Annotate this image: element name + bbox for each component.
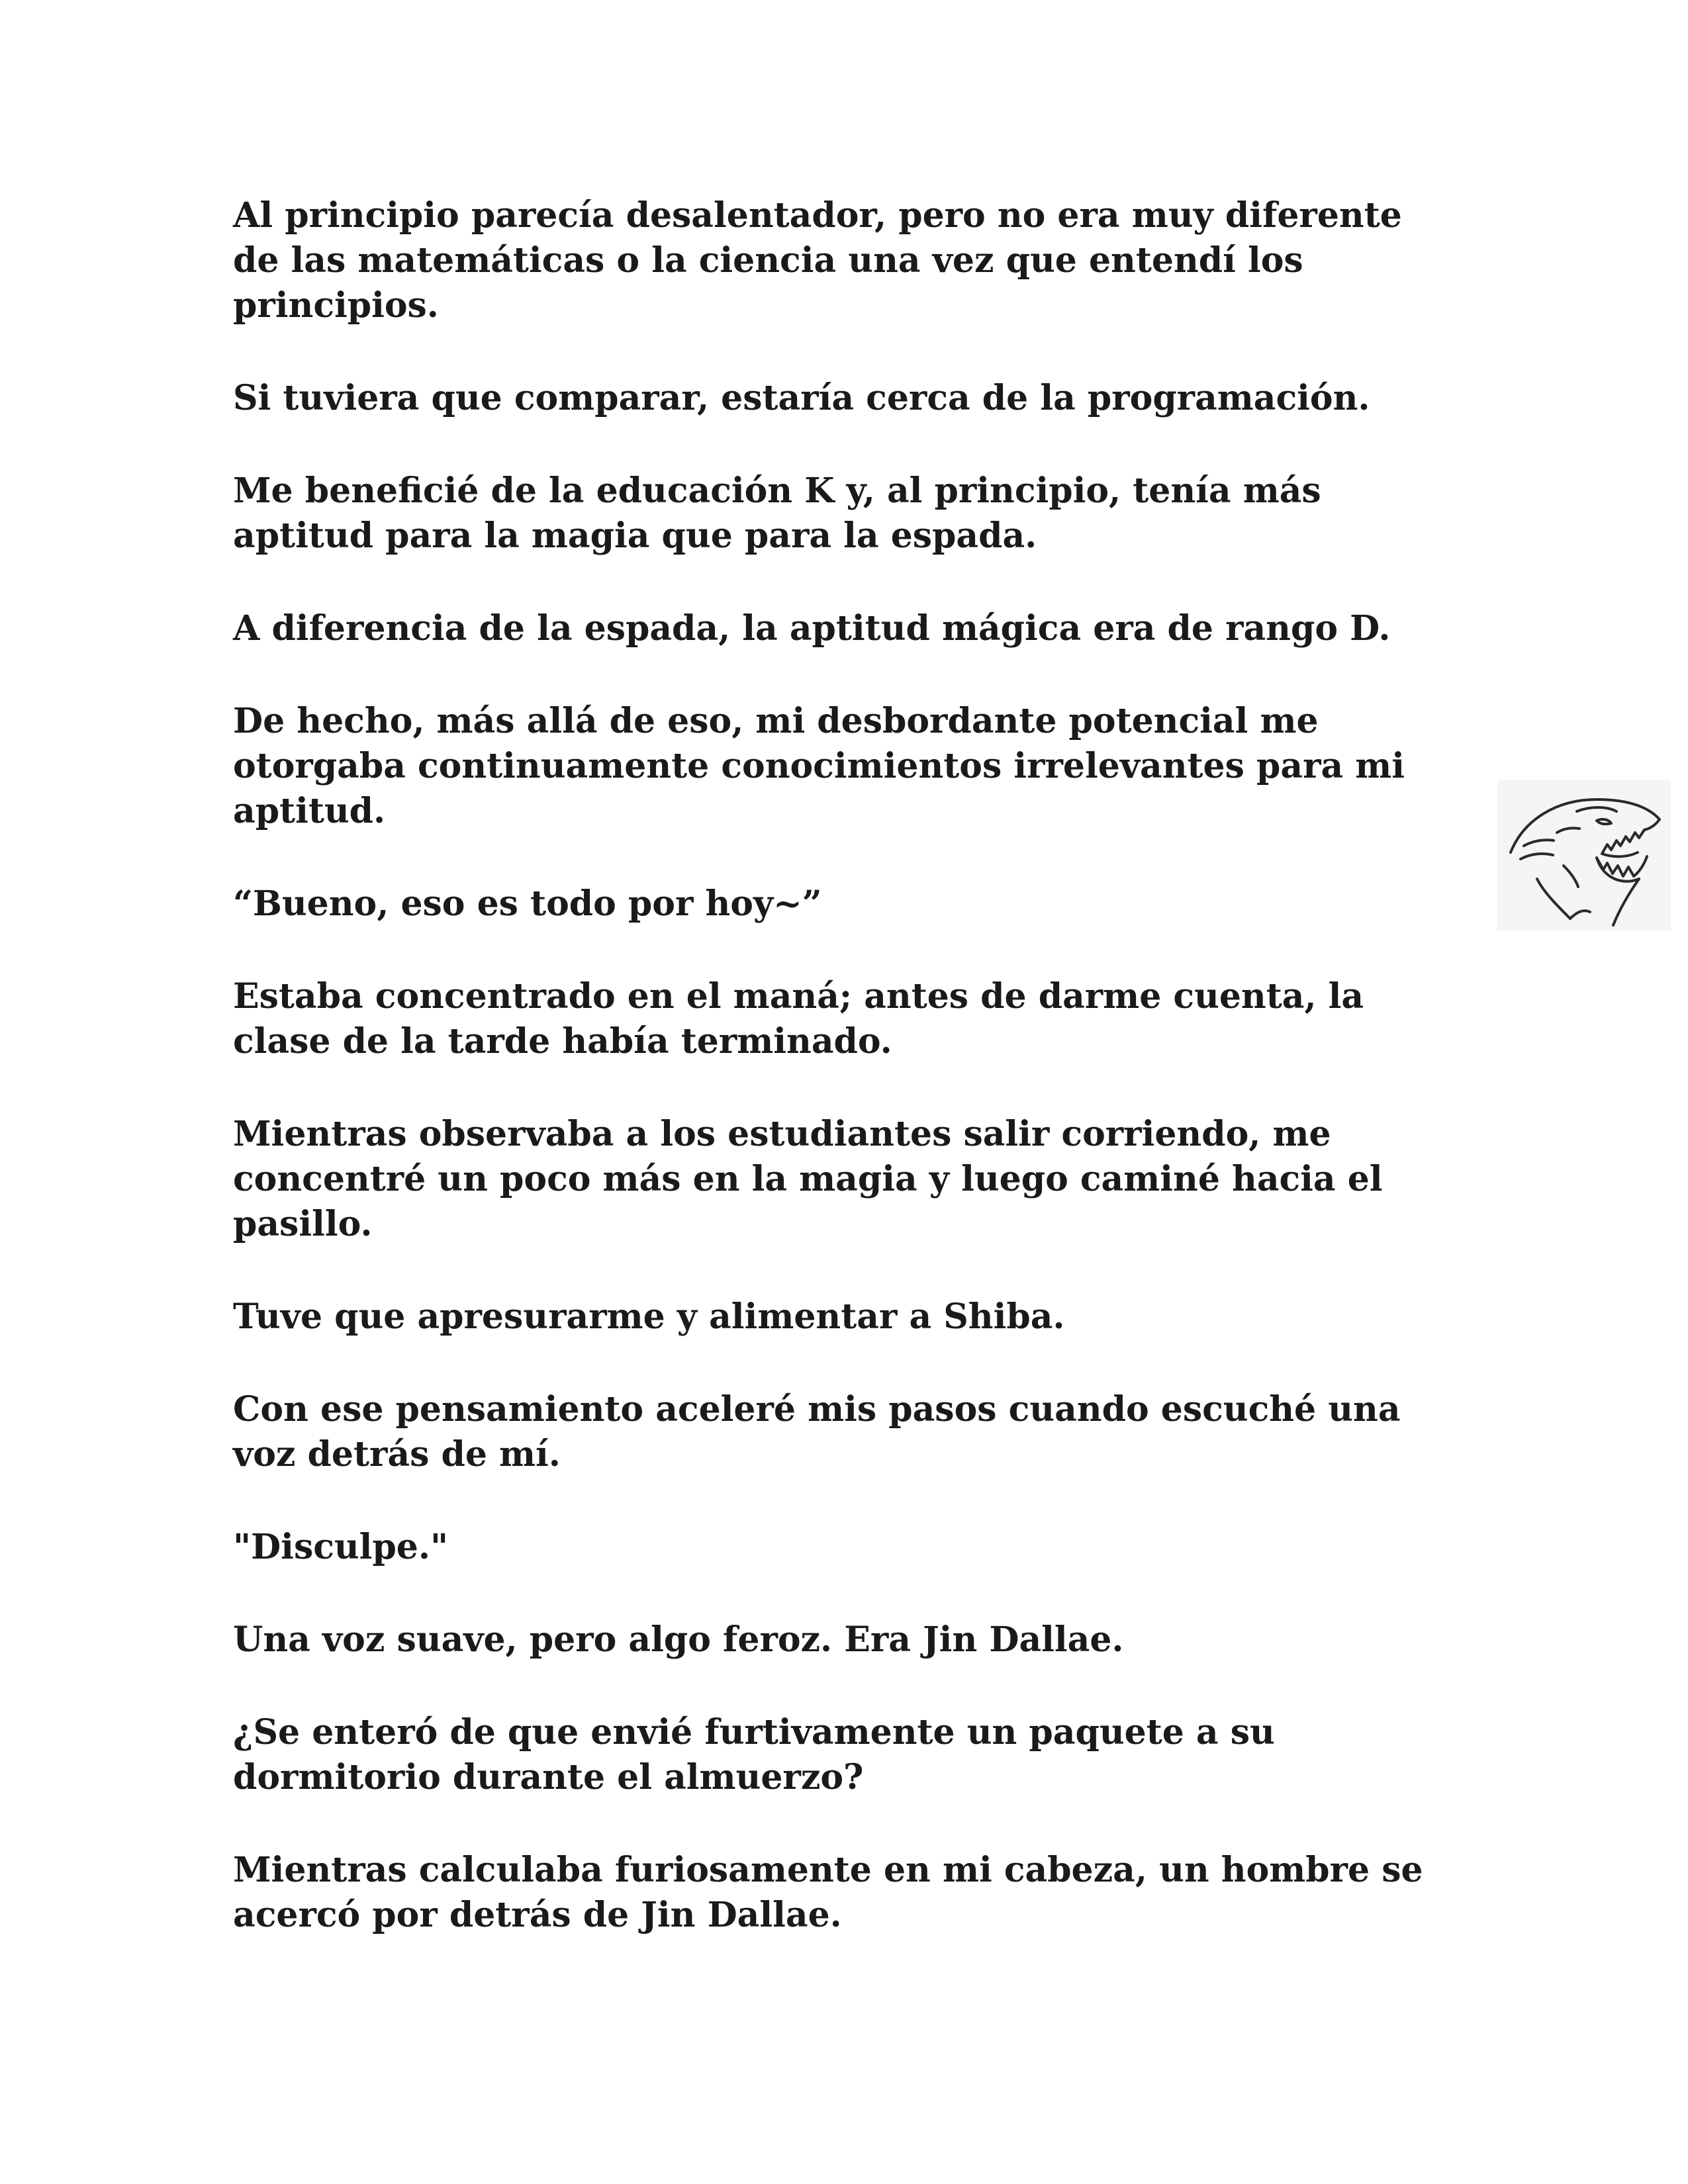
paragraph: Una voz suave, pero algo feroz. Era Jin Dallae.	[233, 1619, 1124, 1660]
paragraph: Estaba concentrado en el maná; antes de darme cuenta, la clase de la tarde había terminado.	[233, 976, 1364, 1062]
paragraph: Me beneficié de la educación K y, al principio, tenía más aptitud para la magia que para la espada.	[233, 471, 1321, 556]
paragraph: Mientras calculaba furiosamente en mi cabeza, un hombre se acercó por detrás de Jin Dallae.	[233, 1850, 1423, 1935]
story-text	[233, 193, 1458, 1985]
paragraph: Tuve que apresurarme y alimentar a Shiba.	[233, 1297, 1065, 1337]
paragraph: Con ese pensamiento aceleré mis pasos cuando escuché una voz detrás de mí.	[233, 1389, 1401, 1475]
paragraph: A diferencia de la espada, la aptitud mágica era de rango D.	[233, 608, 1391, 649]
paragraph: Si tuviera que comparar, estaría cerca de la programación.	[233, 378, 1370, 418]
paragraph: "Disculpe."	[233, 1527, 449, 1567]
paragraph: ¿Se enteró de que envié furtivamente un paquete a su dormitorio durante el almuerzo?	[233, 1712, 1275, 1797]
paragraph: Mientras observaba a los estudiantes salir corriendo, me concentré un poco más en la magia y luego caminé hacia el pasillo.	[233, 1114, 1383, 1244]
dinosaur-sketch-icon	[1497, 780, 1671, 931]
paragraph: Al principio parecía desalentador, pero no era muy diferente de las matemáticas o la ciencia una vez que entendí los principios.	[233, 195, 1402, 326]
paragraph: De hecho, más allá de eso, mi desbordante potencial me otorgaba continuamente conocimientos irrelevantes para mi aptitud.	[233, 701, 1405, 831]
paragraph: “Bueno, eso es todo por hoy~”	[233, 884, 822, 924]
